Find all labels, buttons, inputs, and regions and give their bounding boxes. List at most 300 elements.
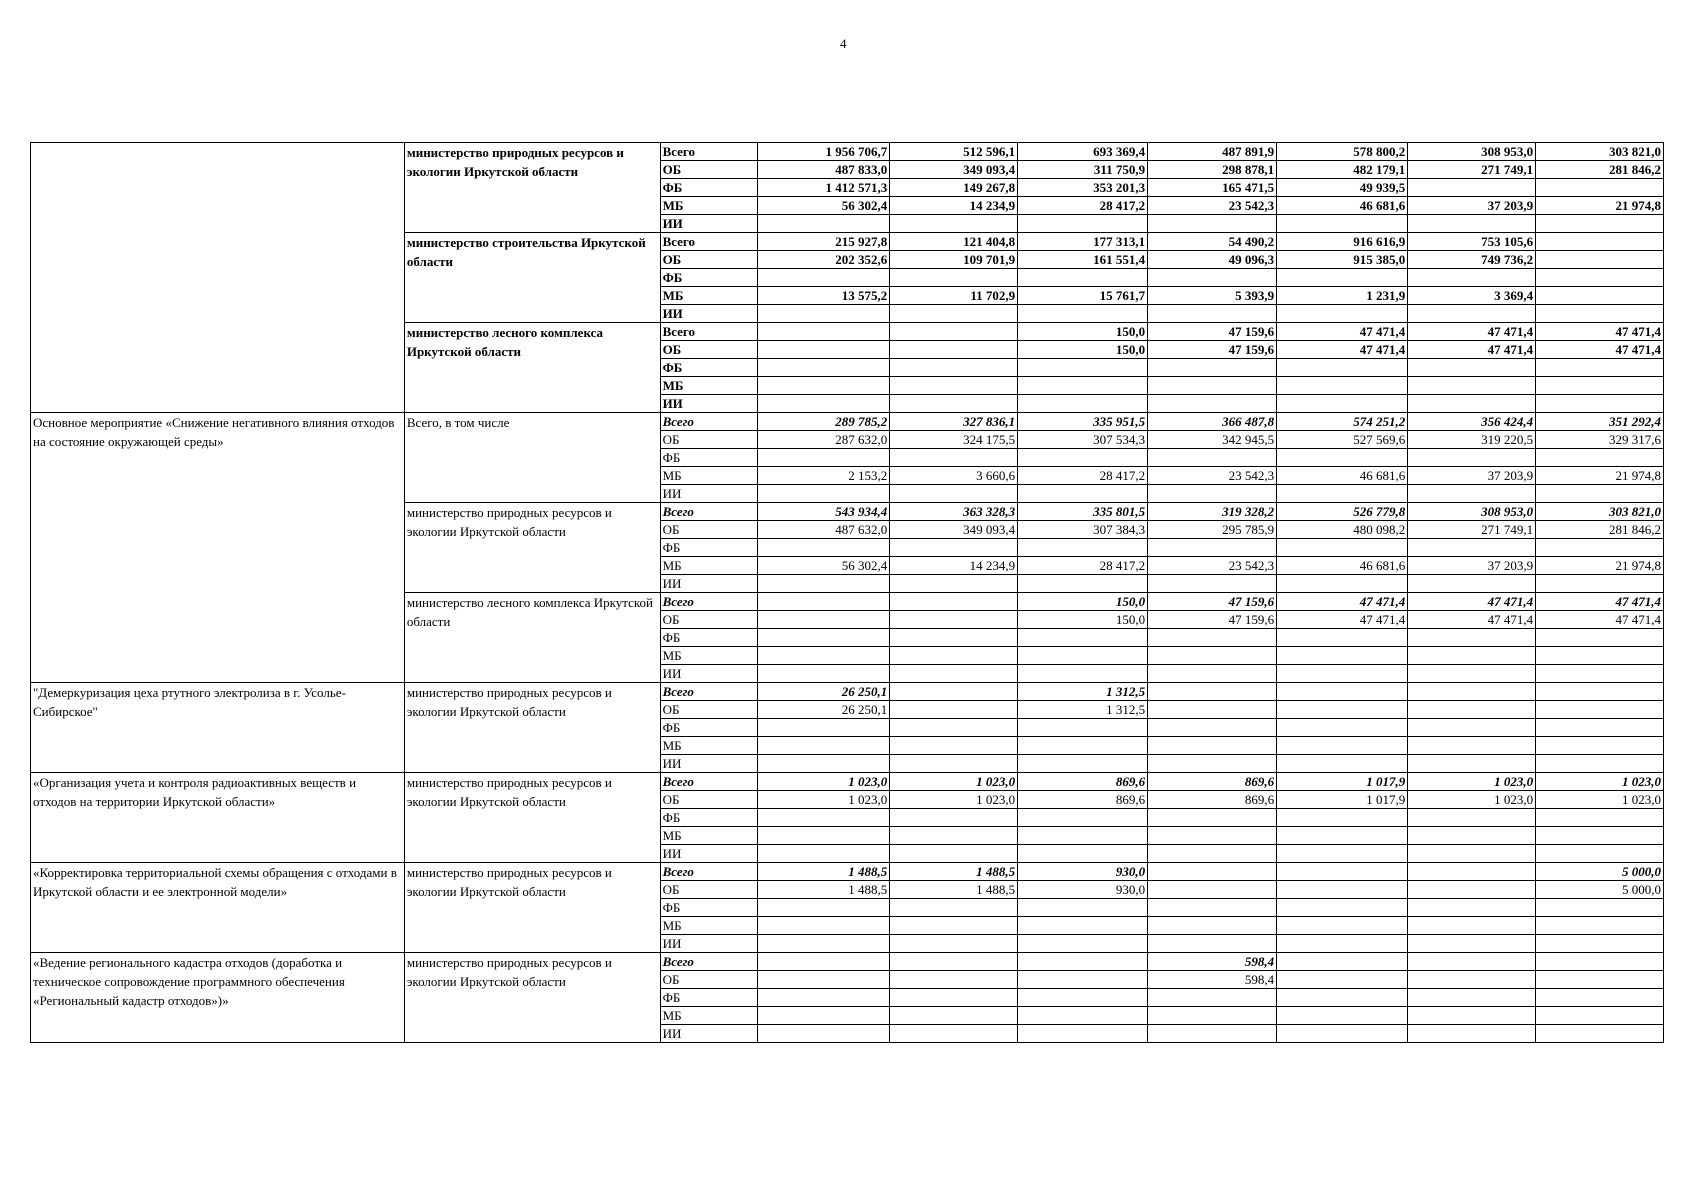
- amount-cell: 298 878,1: [1148, 161, 1277, 179]
- amount-cell: 327 836,1: [890, 413, 1018, 431]
- amount-cell: [1536, 701, 1664, 719]
- amount-cell: [1536, 953, 1664, 971]
- amount-cell: [1536, 629, 1664, 647]
- amount-cell: 303 821,0: [1536, 503, 1664, 521]
- amount-cell: 150,0: [1018, 611, 1148, 629]
- funding-type-cell: ФБ: [660, 989, 758, 1007]
- amount-cell: 349 093,4: [890, 521, 1018, 539]
- amount-cell: [1536, 287, 1664, 305]
- amount-cell: [1408, 449, 1536, 467]
- amount-cell: [1148, 377, 1277, 395]
- amount-cell: [1536, 665, 1664, 683]
- amount-cell: [1148, 935, 1277, 953]
- amount-cell: [1408, 737, 1536, 755]
- amount-cell: 930,0: [1018, 881, 1148, 899]
- funding-type-cell: МБ: [660, 197, 758, 215]
- amount-cell: [758, 269, 890, 287]
- amount-cell: [890, 989, 1018, 1007]
- amount-cell: [1408, 755, 1536, 773]
- funding-type-cell: Всего: [660, 503, 758, 521]
- amount-cell: [1277, 863, 1408, 881]
- amount-cell: [1536, 809, 1664, 827]
- amount-cell: [758, 485, 890, 503]
- funding-type-cell: ОБ: [660, 611, 758, 629]
- amount-cell: [758, 989, 890, 1007]
- funding-type-cell: ФБ: [660, 449, 758, 467]
- amount-cell: [1536, 1025, 1664, 1043]
- amount-cell: [1148, 827, 1277, 845]
- amount-cell: 47 471,4: [1277, 341, 1408, 359]
- amount-cell: 37 203,9: [1408, 197, 1536, 215]
- amount-cell: [1536, 899, 1664, 917]
- amount-cell: [1277, 935, 1408, 953]
- amount-cell: 1 023,0: [1536, 773, 1664, 791]
- amount-cell: 47 471,4: [1277, 611, 1408, 629]
- funding-type-cell: ОБ: [660, 881, 758, 899]
- funding-type-cell: ИИ: [660, 575, 758, 593]
- amount-cell: 1 412 571,3: [758, 179, 890, 197]
- amount-cell: [1408, 845, 1536, 863]
- amount-cell: 28 417,2: [1018, 467, 1148, 485]
- amount-cell: [890, 449, 1018, 467]
- amount-cell: [758, 449, 890, 467]
- amount-cell: 11 702,9: [890, 287, 1018, 305]
- amount-cell: [1148, 395, 1277, 413]
- amount-cell: [890, 629, 1018, 647]
- executor-cell: министерство природных ресурсов и экологии Иркутской области: [404, 953, 660, 1043]
- amount-cell: [758, 647, 890, 665]
- funding-type-cell: ИИ: [660, 935, 758, 953]
- amount-cell: 215 927,8: [758, 233, 890, 251]
- amount-cell: 319 220,5: [1408, 431, 1536, 449]
- amount-cell: [1148, 359, 1277, 377]
- amount-cell: [890, 899, 1018, 917]
- amount-cell: [1408, 953, 1536, 971]
- amount-cell: 366 487,8: [1148, 413, 1277, 431]
- amount-cell: [1018, 575, 1148, 593]
- amount-cell: [1277, 809, 1408, 827]
- amount-cell: 26 250,1: [758, 683, 890, 701]
- funding-type-cell: ИИ: [660, 395, 758, 413]
- table-row: [31, 953, 1664, 971]
- amount-cell: [1148, 917, 1277, 935]
- amount-cell: [1408, 827, 1536, 845]
- amount-cell: 1 488,5: [890, 863, 1018, 881]
- amount-cell: [1408, 665, 1536, 683]
- amount-cell: 47 471,4: [1536, 593, 1664, 611]
- amount-cell: [758, 323, 890, 341]
- amount-cell: 1 488,5: [758, 881, 890, 899]
- amount-cell: [890, 575, 1018, 593]
- amount-cell: 109 701,9: [890, 251, 1018, 269]
- amount-cell: [1536, 935, 1664, 953]
- funding-type-cell: ОБ: [660, 791, 758, 809]
- amount-cell: [1536, 647, 1664, 665]
- amount-cell: [758, 377, 890, 395]
- amount-cell: [1536, 575, 1664, 593]
- amount-cell: 47 159,6: [1148, 341, 1277, 359]
- amount-cell: [890, 269, 1018, 287]
- amount-cell: [1408, 881, 1536, 899]
- amount-cell: [890, 917, 1018, 935]
- amount-cell: [758, 917, 890, 935]
- amount-cell: 161 551,4: [1018, 251, 1148, 269]
- amount-cell: 287 632,0: [758, 431, 890, 449]
- executor-cell: министерство строительства Иркутской области: [404, 233, 660, 323]
- amount-cell: [758, 629, 890, 647]
- amount-cell: 869,6: [1018, 791, 1148, 809]
- amount-cell: [1536, 359, 1664, 377]
- amount-cell: [1018, 935, 1148, 953]
- amount-cell: [890, 953, 1018, 971]
- page-number: 4: [840, 36, 847, 51]
- amount-cell: 47 471,4: [1408, 323, 1536, 341]
- amount-cell: 543 934,4: [758, 503, 890, 521]
- amount-cell: 23 542,3: [1148, 197, 1277, 215]
- funding-type-cell: Всего: [660, 323, 758, 341]
- amount-cell: [1148, 863, 1277, 881]
- amount-cell: 3 369,4: [1408, 287, 1536, 305]
- amount-cell: 512 596,1: [890, 143, 1018, 161]
- budget-table: [30, 142, 1664, 1043]
- amount-cell: [1277, 485, 1408, 503]
- funding-type-cell: ИИ: [660, 305, 758, 323]
- amount-cell: 15 761,7: [1018, 287, 1148, 305]
- funding-type-cell: Всего: [660, 953, 758, 971]
- amount-cell: 47 159,6: [1148, 323, 1277, 341]
- amount-cell: 5 393,9: [1148, 287, 1277, 305]
- amount-cell: 303 821,0: [1536, 143, 1664, 161]
- amount-cell: 150,0: [1018, 593, 1148, 611]
- amount-cell: 487 632,0: [758, 521, 890, 539]
- amount-cell: [1148, 539, 1277, 557]
- funding-type-cell: ОБ: [660, 701, 758, 719]
- amount-cell: [1536, 305, 1664, 323]
- amount-cell: 21 974,8: [1536, 557, 1664, 575]
- funding-type-cell: ФБ: [660, 179, 758, 197]
- amount-cell: [1536, 269, 1664, 287]
- amount-cell: 482 179,1: [1277, 161, 1408, 179]
- amount-cell: [1018, 1025, 1148, 1043]
- funding-type-cell: Всего: [660, 233, 758, 251]
- amount-cell: 21 974,8: [1536, 467, 1664, 485]
- amount-cell: 1 023,0: [758, 791, 890, 809]
- amount-cell: [1148, 647, 1277, 665]
- amount-cell: [1408, 305, 1536, 323]
- amount-cell: [890, 971, 1018, 989]
- funding-type-cell: ОБ: [660, 521, 758, 539]
- funding-type-cell: ИИ: [660, 215, 758, 233]
- amount-cell: [890, 341, 1018, 359]
- amount-cell: [1536, 1007, 1664, 1025]
- amount-cell: 121 404,8: [890, 233, 1018, 251]
- funding-type-cell: Всего: [660, 773, 758, 791]
- amount-cell: [1148, 899, 1277, 917]
- amount-cell: [1148, 1007, 1277, 1025]
- amount-cell: 13 575,2: [758, 287, 890, 305]
- amount-cell: [890, 683, 1018, 701]
- funding-type-cell: МБ: [660, 1007, 758, 1025]
- funding-type-cell: МБ: [660, 287, 758, 305]
- funding-type-cell: ОБ: [660, 971, 758, 989]
- amount-cell: [758, 953, 890, 971]
- amount-cell: 47 471,4: [1408, 341, 1536, 359]
- table-row: [31, 773, 1664, 791]
- amount-cell: 1 023,0: [1408, 791, 1536, 809]
- amount-cell: [1536, 449, 1664, 467]
- amount-cell: 28 417,2: [1018, 197, 1148, 215]
- amount-cell: [1277, 971, 1408, 989]
- funding-type-cell: ФБ: [660, 359, 758, 377]
- amount-cell: 1 488,5: [758, 863, 890, 881]
- amount-cell: [1277, 449, 1408, 467]
- amount-cell: 578 800,2: [1277, 143, 1408, 161]
- budget-table-body: [31, 143, 1664, 1043]
- amount-cell: [1536, 251, 1664, 269]
- amount-cell: 37 203,9: [1408, 557, 1536, 575]
- amount-cell: [758, 1025, 890, 1043]
- amount-cell: 487 833,0: [758, 161, 890, 179]
- activity-name-cell: «Организация учета и контроля радиоактивных веществ и отходов на территории Иркутской области»: [31, 773, 405, 863]
- amount-cell: [1018, 845, 1148, 863]
- amount-cell: 915 385,0: [1277, 251, 1408, 269]
- amount-cell: 3 660,6: [890, 467, 1018, 485]
- executor-cell: министерство лесного комплекса Иркутской области: [404, 593, 660, 683]
- amount-cell: [890, 827, 1018, 845]
- amount-cell: [1018, 449, 1148, 467]
- amount-cell: [758, 809, 890, 827]
- amount-cell: [890, 323, 1018, 341]
- amount-cell: [1408, 917, 1536, 935]
- amount-cell: 289 785,2: [758, 413, 890, 431]
- activity-name-cell: «Корректировка территориальной схемы обращения с отходами в Иркутской области и ее электронной модели»: [31, 863, 405, 953]
- funding-type-cell: ФБ: [660, 539, 758, 557]
- amount-cell: [1018, 809, 1148, 827]
- amount-cell: [1018, 953, 1148, 971]
- amount-cell: 281 846,2: [1536, 521, 1664, 539]
- amount-cell: [1408, 215, 1536, 233]
- amount-cell: [758, 575, 890, 593]
- amount-cell: [1277, 305, 1408, 323]
- amount-cell: [1277, 1007, 1408, 1025]
- amount-cell: 5 000,0: [1536, 881, 1664, 899]
- amount-cell: [890, 665, 1018, 683]
- amount-cell: 47 471,4: [1408, 593, 1536, 611]
- amount-cell: [890, 359, 1018, 377]
- amount-cell: [1018, 917, 1148, 935]
- amount-cell: 202 352,6: [758, 251, 890, 269]
- amount-cell: 307 384,3: [1018, 521, 1148, 539]
- amount-cell: [758, 305, 890, 323]
- amount-cell: 149 267,8: [890, 179, 1018, 197]
- amount-cell: [1277, 1025, 1408, 1043]
- amount-cell: 749 736,2: [1408, 251, 1536, 269]
- amount-cell: [1408, 863, 1536, 881]
- amount-cell: [1018, 359, 1148, 377]
- funding-type-cell: ФБ: [660, 809, 758, 827]
- amount-cell: 37 203,9: [1408, 467, 1536, 485]
- amount-cell: [1277, 755, 1408, 773]
- amount-cell: 150,0: [1018, 323, 1148, 341]
- table-row: [31, 683, 1664, 701]
- amount-cell: 308 953,0: [1408, 503, 1536, 521]
- amount-cell: [1536, 395, 1664, 413]
- amount-cell: [1536, 971, 1664, 989]
- amount-cell: 47 471,4: [1277, 323, 1408, 341]
- amount-cell: [1408, 539, 1536, 557]
- amount-cell: [1148, 215, 1277, 233]
- amount-cell: [1148, 1025, 1277, 1043]
- executor-cell: министерство лесного комплекса Иркутской области: [404, 323, 660, 413]
- amount-cell: [758, 215, 890, 233]
- amount-cell: 14 234,9: [890, 557, 1018, 575]
- amount-cell: 869,6: [1148, 773, 1277, 791]
- funding-type-cell: МБ: [660, 647, 758, 665]
- amount-cell: [890, 1025, 1018, 1043]
- amount-cell: [1148, 845, 1277, 863]
- amount-cell: [1408, 701, 1536, 719]
- funding-type-cell: ОБ: [660, 251, 758, 269]
- amount-cell: [1408, 935, 1536, 953]
- amount-cell: 598,4: [1148, 971, 1277, 989]
- amount-cell: 487 891,9: [1148, 143, 1277, 161]
- funding-type-cell: МБ: [660, 467, 758, 485]
- executor-cell: министерство природных ресурсов и экологии Иркутской области: [404, 773, 660, 863]
- amount-cell: [758, 971, 890, 989]
- amount-cell: 56 302,4: [758, 197, 890, 215]
- amount-cell: [1408, 575, 1536, 593]
- amount-cell: [1148, 989, 1277, 1007]
- amount-cell: [758, 665, 890, 683]
- funding-type-cell: ФБ: [660, 719, 758, 737]
- amount-cell: 46 681,6: [1277, 557, 1408, 575]
- amount-cell: [1536, 755, 1664, 773]
- amount-cell: 21 974,8: [1536, 197, 1664, 215]
- amount-cell: [758, 539, 890, 557]
- funding-type-cell: МБ: [660, 827, 758, 845]
- amount-cell: [1408, 179, 1536, 197]
- amount-cell: 26 250,1: [758, 701, 890, 719]
- amount-cell: [758, 611, 890, 629]
- amount-cell: [890, 1007, 1018, 1025]
- funding-type-cell: МБ: [660, 377, 758, 395]
- amount-cell: [758, 359, 890, 377]
- amount-cell: [1536, 719, 1664, 737]
- amount-cell: [1277, 647, 1408, 665]
- amount-cell: [890, 845, 1018, 863]
- amount-cell: [1408, 899, 1536, 917]
- amount-cell: 869,6: [1148, 791, 1277, 809]
- amount-cell: [1408, 719, 1536, 737]
- amount-cell: [1018, 665, 1148, 683]
- amount-cell: [758, 827, 890, 845]
- activity-name-cell: [31, 143, 405, 413]
- amount-cell: [890, 737, 1018, 755]
- amount-cell: [1018, 719, 1148, 737]
- amount-cell: [1536, 485, 1664, 503]
- amount-cell: 1 231,9: [1277, 287, 1408, 305]
- amount-cell: 335 801,5: [1018, 503, 1148, 521]
- amount-cell: [890, 701, 1018, 719]
- amount-cell: [1018, 485, 1148, 503]
- amount-cell: 351 292,4: [1536, 413, 1664, 431]
- amount-cell: [1277, 665, 1408, 683]
- amount-cell: 165 471,5: [1148, 179, 1277, 197]
- executor-cell: министерство природных ресурсов и экологии Иркутской области: [404, 863, 660, 953]
- amount-cell: 311 750,9: [1018, 161, 1148, 179]
- amount-cell: [1408, 269, 1536, 287]
- activity-name-cell: Основное мероприятие «Снижение негативного влияния отходов на состояние окружающей среды»: [31, 413, 405, 683]
- funding-type-cell: МБ: [660, 557, 758, 575]
- amount-cell: [890, 719, 1018, 737]
- amount-cell: [1148, 719, 1277, 737]
- amount-cell: [1277, 953, 1408, 971]
- amount-cell: 1 488,5: [890, 881, 1018, 899]
- amount-cell: 2 153,2: [758, 467, 890, 485]
- amount-cell: [1148, 269, 1277, 287]
- funding-type-cell: ОБ: [660, 341, 758, 359]
- amount-cell: [1018, 899, 1148, 917]
- amount-cell: 56 302,4: [758, 557, 890, 575]
- amount-cell: 47 159,6: [1148, 593, 1277, 611]
- amount-cell: 353 201,3: [1018, 179, 1148, 197]
- amount-cell: 335 951,5: [1018, 413, 1148, 431]
- amount-cell: 281 846,2: [1536, 161, 1664, 179]
- amount-cell: [1277, 917, 1408, 935]
- amount-cell: [1018, 305, 1148, 323]
- funding-type-cell: ИИ: [660, 485, 758, 503]
- amount-cell: [1536, 233, 1664, 251]
- executor-cell: министерство природных ресурсов и экологии Иркутской области: [404, 503, 660, 593]
- amount-cell: [1018, 737, 1148, 755]
- amount-cell: [1277, 989, 1408, 1007]
- amount-cell: 319 328,2: [1148, 503, 1277, 521]
- amount-cell: [890, 935, 1018, 953]
- amount-cell: [758, 719, 890, 737]
- amount-cell: [1148, 737, 1277, 755]
- funding-type-cell: Всего: [660, 413, 758, 431]
- amount-cell: [1277, 737, 1408, 755]
- amount-cell: [1408, 683, 1536, 701]
- amount-cell: 46 681,6: [1277, 467, 1408, 485]
- amount-cell: [1408, 395, 1536, 413]
- table-row: [31, 863, 1664, 881]
- amount-cell: [1018, 539, 1148, 557]
- amount-cell: 5 000,0: [1536, 863, 1664, 881]
- amount-cell: [1018, 269, 1148, 287]
- amount-cell: [1148, 701, 1277, 719]
- amount-cell: 1 023,0: [1408, 773, 1536, 791]
- amount-cell: [1277, 269, 1408, 287]
- amount-cell: 47 471,4: [1536, 611, 1664, 629]
- amount-cell: 295 785,9: [1148, 521, 1277, 539]
- amount-cell: 869,6: [1018, 773, 1148, 791]
- amount-cell: [1277, 539, 1408, 557]
- amount-cell: 598,4: [1148, 953, 1277, 971]
- amount-cell: 329 317,6: [1536, 431, 1664, 449]
- funding-type-cell: ИИ: [660, 1025, 758, 1043]
- amount-cell: [1536, 377, 1664, 395]
- amount-cell: [1148, 665, 1277, 683]
- amount-cell: [1408, 377, 1536, 395]
- amount-cell: 1 312,5: [1018, 701, 1148, 719]
- amount-cell: 271 749,1: [1408, 521, 1536, 539]
- funding-type-cell: Всего: [660, 863, 758, 881]
- amount-cell: 47 471,4: [1408, 611, 1536, 629]
- amount-cell: [1536, 737, 1664, 755]
- funding-type-cell: ИИ: [660, 665, 758, 683]
- amount-cell: [1277, 845, 1408, 863]
